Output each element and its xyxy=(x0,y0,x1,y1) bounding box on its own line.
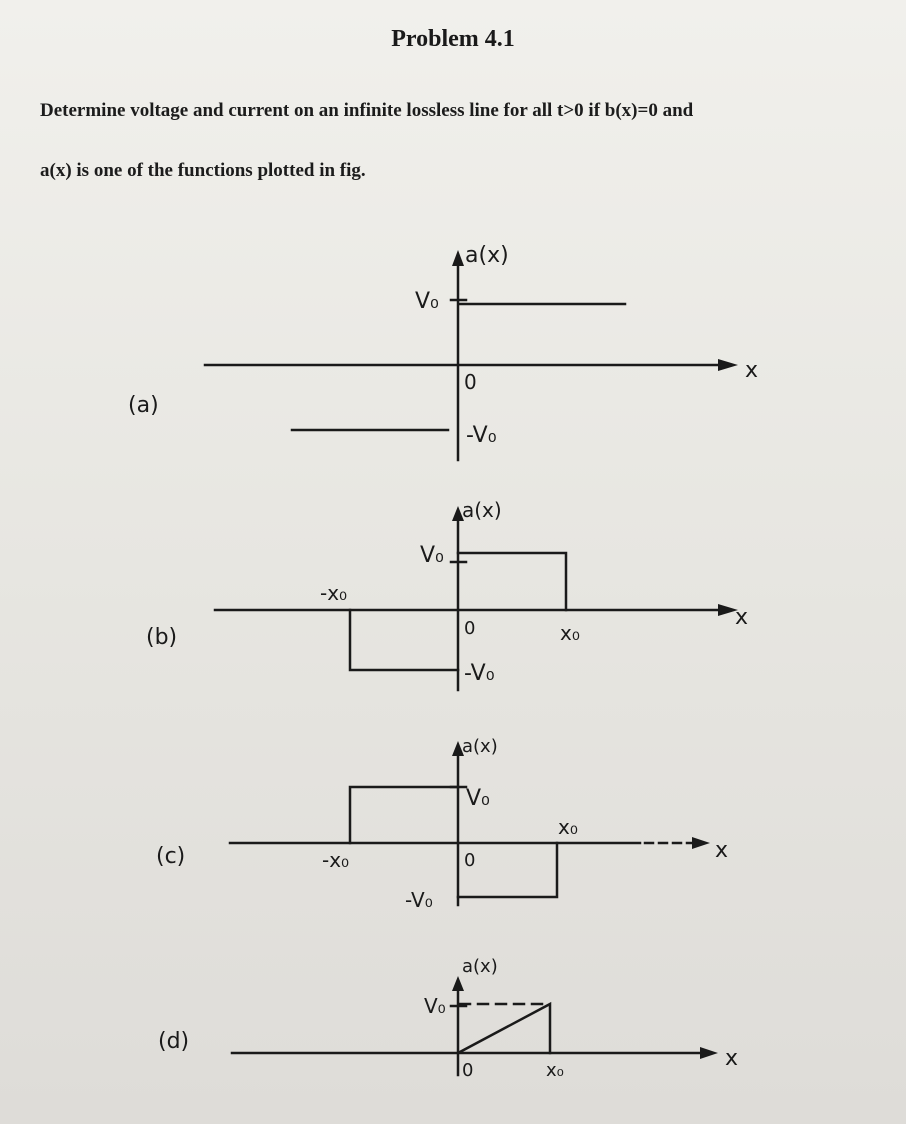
figure-b-origin-label: 0 xyxy=(464,618,476,639)
figure-b-positive-pulse xyxy=(458,553,566,610)
figure-d-y-arrowhead xyxy=(452,976,464,991)
figure-b-v-top-label: V₀ xyxy=(420,543,444,568)
problem-title: Problem 4.1 xyxy=(391,26,515,52)
figure-b-x-pos-label: x₀ xyxy=(560,621,580,645)
figure-c-positive-pulse xyxy=(350,787,458,843)
figure-d-x-arrowhead xyxy=(700,1047,718,1059)
figure-a xyxy=(205,260,725,460)
figure-a-y-arrowhead xyxy=(452,250,464,266)
figure-c-x-arrowhead xyxy=(692,837,710,849)
figure-d-y-label: a(x) xyxy=(462,956,498,977)
figure-d-x-label: x xyxy=(725,1046,739,1071)
figure-b-y-label: a(x) xyxy=(462,498,502,522)
problem-statement-line1: Determine voltage and current on an infinite lossless line for all t>0 if b(x)=0 and xyxy=(40,100,694,121)
figure-d-x-pos-label: x₀ xyxy=(546,1060,564,1081)
figure-c-label: (c) xyxy=(156,844,186,869)
figure-c-y-label: a(x) xyxy=(462,736,498,757)
figure-a-v-top-label: V₀ xyxy=(415,289,439,314)
figure-c-v-bottom-label: -V₀ xyxy=(405,888,433,912)
figure-a-y-label: a(x) xyxy=(465,243,509,268)
figure-d-v-top-label: V₀ xyxy=(424,994,446,1018)
figure-c-x-neg-label: -x₀ xyxy=(322,848,350,872)
figure-b-x-label: x xyxy=(735,605,749,630)
figure-c xyxy=(230,750,695,905)
figure-b-label: (b) xyxy=(146,625,178,650)
figure-a-x-label: x xyxy=(745,358,759,383)
figure-d-label: (d) xyxy=(158,1029,190,1054)
figure-a-v-bottom-label: -V₀ xyxy=(466,423,497,448)
figure-a-origin-label: 0 xyxy=(464,370,477,394)
figure-c-origin-label: 0 xyxy=(464,850,476,871)
figure-b-x-neg-label: -x₀ xyxy=(320,581,348,605)
figure-c-v-top-label: V₀ xyxy=(466,786,490,811)
figure-c-x-pos-label: x₀ xyxy=(558,815,578,839)
figure-a-label: (a) xyxy=(128,393,159,418)
figure-b-v-bottom-label: -V₀ xyxy=(464,661,495,686)
figure-d-ramp xyxy=(458,1004,550,1053)
figure-d-origin-label: 0 xyxy=(462,1060,474,1081)
figure-b-negative-pulse xyxy=(350,610,458,670)
problem-statement-line2: a(x) is one of the functions plotted in fig. xyxy=(40,160,366,181)
figure-c-x-label: x xyxy=(715,838,729,863)
figure-a-x-arrowhead xyxy=(718,359,738,371)
